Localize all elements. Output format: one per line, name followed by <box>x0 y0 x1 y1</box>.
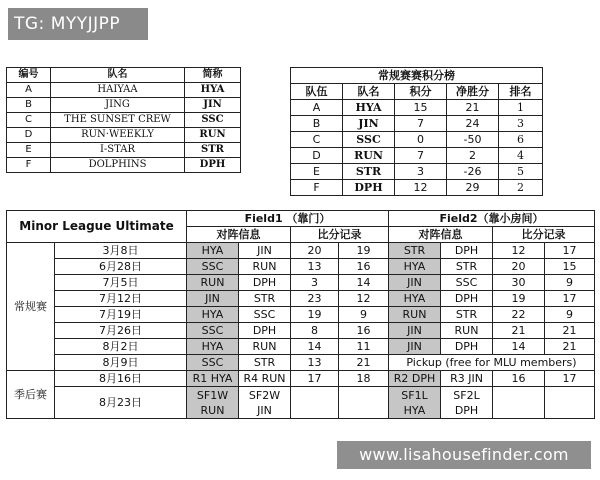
field1-team-away: RUN <box>239 259 291 275</box>
schedule-row <box>7 355 595 371</box>
standings-team-cell: B <box>291 116 343 132</box>
match-date: 6月28日 <box>55 259 187 275</box>
schedule-row <box>7 243 595 259</box>
match-date: 7月26日 <box>55 323 187 339</box>
team-name-cell: THE SUNSET CREW <box>51 113 185 128</box>
field2-score-home: 19 <box>493 291 545 307</box>
field1-team-away-line2: JIN <box>257 403 272 417</box>
field1-score-away: 14 <box>339 275 389 291</box>
table-row <box>7 98 241 113</box>
team-name-cell: RUN·WEEKLY <box>51 128 185 143</box>
field2-score-home: 16 <box>493 371 545 387</box>
standings-body <box>291 100 543 196</box>
team-id-cell: D <box>7 128 51 143</box>
field1-score-home: 17 <box>291 371 339 387</box>
field1-team-home: SSC <box>187 259 239 275</box>
table-row <box>7 113 241 128</box>
field2-team-home-line2: HYA <box>403 403 426 417</box>
field2-team-away: DPH <box>441 339 493 355</box>
standings-title: 常规赛赛积分榜 <box>291 68 543 84</box>
team-name-cell: I-STAR <box>51 143 185 158</box>
field1-score-header: 比分记录 <box>291 227 389 243</box>
field2-team-away: R3 JIN <box>441 371 493 387</box>
field2-team-home: STR <box>389 243 441 259</box>
field1-score-away: 19 <box>339 243 389 259</box>
standings-points-cell: 7 <box>395 116 447 132</box>
field1-team-away: RUN <box>239 339 291 355</box>
field1-score-away: 11 <box>339 339 389 355</box>
teams-header-abbr: 简称 <box>185 68 241 83</box>
team-name-cell: DOLPHINS <box>51 158 185 173</box>
field2-score-away <box>545 387 595 419</box>
schedule-row <box>7 291 595 307</box>
field1-score-away: 18 <box>339 371 389 387</box>
field2-team-home: HYA <box>389 259 441 275</box>
field1-team-away: R4 RUN <box>239 371 291 387</box>
field2-team-away: DPH <box>441 291 493 307</box>
standings-header-row <box>291 84 543 100</box>
table-row <box>291 100 543 116</box>
standings-diff-cell: -50 <box>447 132 499 148</box>
field2-score-away: 9 <box>545 275 595 291</box>
field2-team-home: JIN <box>389 339 441 355</box>
standings-header-diff: 净胜分 <box>447 84 499 100</box>
field1-team-home <box>187 387 239 419</box>
field2-team-away-line1: SF2L <box>453 388 480 402</box>
teams-header-id: 编号 <box>7 68 51 83</box>
field1-team-home: HYA <box>187 339 239 355</box>
team-abbr-cell: HYA <box>185 83 241 98</box>
standings-rank-cell: 5 <box>499 164 543 180</box>
field2-score-away: 17 <box>545 371 595 387</box>
match-date: 7月5日 <box>55 275 187 291</box>
schedule-table <box>6 210 595 419</box>
field2-matchup-header: 对阵信息 <box>389 227 493 243</box>
standings-team-cell: F <box>291 180 343 196</box>
standings-points-cell: 3 <box>395 164 447 180</box>
standings-name-cell: RUN <box>343 148 395 164</box>
team-abbr-cell: SSC <box>185 113 241 128</box>
standings-header-rank: 排名 <box>499 84 543 100</box>
standings-team-cell: D <box>291 148 343 164</box>
field1-score-away: 9 <box>339 307 389 323</box>
field1-team-home: R1 HYA <box>187 371 239 387</box>
field1-score-home: 23 <box>291 291 339 307</box>
schedule-row <box>7 387 595 419</box>
table-row <box>7 83 241 98</box>
field2-team-away: SSC <box>441 275 493 291</box>
field2-team-home: RUN <box>389 307 441 323</box>
standings-header-points: 积分 <box>395 84 447 100</box>
standings-name-cell: STR <box>343 164 395 180</box>
field1-score-home: 13 <box>291 355 339 371</box>
match-date: 7月12日 <box>55 291 187 307</box>
standings-name-cell: DPH <box>343 180 395 196</box>
standings-title-row <box>291 68 543 84</box>
field1-team-away: STR <box>239 355 291 371</box>
field1-score-home: 13 <box>291 259 339 275</box>
field1-team-away: DPH <box>239 275 291 291</box>
field1-team-home: SSC <box>187 355 239 371</box>
field1-team-home: RUN <box>187 275 239 291</box>
field1-team-away: STR <box>239 291 291 307</box>
field2-team-away-line2: DPH <box>454 403 479 417</box>
match-date: 8月9日 <box>55 355 187 371</box>
field1-score-home: 19 <box>291 307 339 323</box>
field1-team-away: SSC <box>239 307 291 323</box>
field2-score-away: 21 <box>545 339 595 355</box>
field2-team-away <box>441 387 493 419</box>
field2-header: Field2（靠小房间） <box>389 211 595 227</box>
standings-rank-cell: 1 <box>499 100 543 116</box>
team-name-cell: JING <box>51 98 185 113</box>
team-id-cell: C <box>7 113 51 128</box>
table-row <box>291 148 543 164</box>
field1-team-home: SSC <box>187 323 239 339</box>
table-row <box>7 158 241 173</box>
field2-team-away: STR <box>441 307 493 323</box>
field1-team-away-line1: SF2W <box>248 388 281 402</box>
schedule-row <box>7 371 595 387</box>
field2-team-home: JIN <box>389 275 441 291</box>
field2-team-away: DPH <box>441 243 493 259</box>
standings-team-cell: C <box>291 132 343 148</box>
field2-score-home: 21 <box>493 323 545 339</box>
standings-rank-cell: 3 <box>499 116 543 132</box>
team-abbr-cell: RUN <box>185 128 241 143</box>
field2-score-away: 17 <box>545 291 595 307</box>
field2-score-home: 30 <box>493 275 545 291</box>
standings-header-team: 队伍 <box>291 84 343 100</box>
field1-team-home: HYA <box>187 243 239 259</box>
playoff-label: 季后赛 <box>7 371 55 419</box>
schedule-row <box>7 323 595 339</box>
field1-team-away: JIN <box>239 243 291 259</box>
teams-table <box>6 67 241 173</box>
field2-score-home: 22 <box>493 307 545 323</box>
standings-rank-cell: 4 <box>499 148 543 164</box>
field2-team-away: RUN <box>441 323 493 339</box>
field1-header: Field1 （靠门） <box>187 211 389 227</box>
table-row <box>291 132 543 148</box>
field1-score-home: 3 <box>291 275 339 291</box>
field1-team-home-line2: RUN <box>200 403 225 417</box>
team-id-cell: B <box>7 98 51 113</box>
table-row <box>291 180 543 196</box>
teams-body <box>7 83 241 173</box>
teams-header-row <box>7 68 241 83</box>
field2-score-away: 21 <box>545 323 595 339</box>
standings-rank-cell: 2 <box>499 180 543 196</box>
schedule-row <box>7 339 595 355</box>
match-date: 8月16日 <box>55 371 187 387</box>
standings-points-cell: 0 <box>395 132 447 148</box>
field2-score-home: 20 <box>493 259 545 275</box>
standings-team-cell: A <box>291 100 343 116</box>
team-id-cell: F <box>7 158 51 173</box>
standings-team-cell: E <box>291 164 343 180</box>
field2-score-home: 14 <box>493 339 545 355</box>
match-date: 3月8日 <box>55 243 187 259</box>
field2-score-away: 17 <box>545 243 595 259</box>
field2-score-home <box>493 387 545 419</box>
schedule-row <box>7 275 595 291</box>
field2-score-header: 比分记录 <box>493 227 595 243</box>
field1-score-away <box>339 387 389 419</box>
field2-score-away: 15 <box>545 259 595 275</box>
field1-score-away: 12 <box>339 291 389 307</box>
field2-score-away: 9 <box>545 307 595 323</box>
team-name-cell: HAIYAA <box>51 83 185 98</box>
field1-score-away: 16 <box>339 259 389 275</box>
standings-table <box>290 67 543 196</box>
team-abbr-cell: DPH <box>185 158 241 173</box>
field2-team-home-line1: SF1L <box>401 388 428 402</box>
field1-team-home: JIN <box>187 291 239 307</box>
field2-score-home: 12 <box>493 243 545 259</box>
table-row <box>291 164 543 180</box>
standings-diff-cell: 21 <box>447 100 499 116</box>
field2-team-home <box>389 387 441 419</box>
field2-team-home: HYA <box>389 291 441 307</box>
field1-score-away: 21 <box>339 355 389 371</box>
regular-season-label: 常规赛 <box>7 243 55 371</box>
schedule-body <box>7 243 595 419</box>
team-abbr-cell: JIN <box>185 98 241 113</box>
league-title: Minor League Ultimate <box>7 211 187 243</box>
standings-rank-cell: 6 <box>499 132 543 148</box>
standings-name-cell: HYA <box>343 100 395 116</box>
team-id-cell: A <box>7 83 51 98</box>
standings-header-name: 队名 <box>343 84 395 100</box>
standings-points-cell: 15 <box>395 100 447 116</box>
field1-score-home: 14 <box>291 339 339 355</box>
table-row <box>7 143 241 158</box>
field2-team-home: JIN <box>389 323 441 339</box>
field1-score-away: 16 <box>339 323 389 339</box>
standings-points-cell: 12 <box>395 180 447 196</box>
match-date: 7月19日 <box>55 307 187 323</box>
field1-matchup-header: 对阵信息 <box>187 227 291 243</box>
field1-score-home <box>291 387 339 419</box>
standings-points-cell: 7 <box>395 148 447 164</box>
watermark: www.lisahousefinder.com <box>337 441 591 469</box>
standings-diff-cell: 2 <box>447 148 499 164</box>
schedule-row <box>7 307 595 323</box>
field1-score-home: 8 <box>291 323 339 339</box>
field1-team-away: DPH <box>239 323 291 339</box>
standings-diff-cell: -26 <box>447 164 499 180</box>
standings-diff-cell: 29 <box>447 180 499 196</box>
schedule-field-row <box>7 211 595 227</box>
match-date: 8月23日 <box>55 387 187 419</box>
team-id-cell: E <box>7 143 51 158</box>
team-abbr-cell: STR <box>185 143 241 158</box>
standings-diff-cell: 24 <box>447 116 499 132</box>
standings-name-cell: SSC <box>343 132 395 148</box>
field2-team-away: STR <box>441 259 493 275</box>
pickup-note: Pickup (free for MLU members) <box>389 355 595 371</box>
teams-header-name: 队名 <box>51 68 185 83</box>
match-date: 8月2日 <box>55 339 187 355</box>
field1-score-home: 20 <box>291 243 339 259</box>
field2-team-home: R2 DPH <box>389 371 441 387</box>
table-row <box>7 128 241 143</box>
field1-team-home-line1: SF1W <box>196 388 229 402</box>
field1-team-away <box>239 387 291 419</box>
schedule-row <box>7 259 595 275</box>
table-row <box>291 116 543 132</box>
field1-team-home: HYA <box>187 307 239 323</box>
channel-badge: TG: MYYJJPP <box>8 8 148 40</box>
standings-name-cell: JIN <box>343 116 395 132</box>
